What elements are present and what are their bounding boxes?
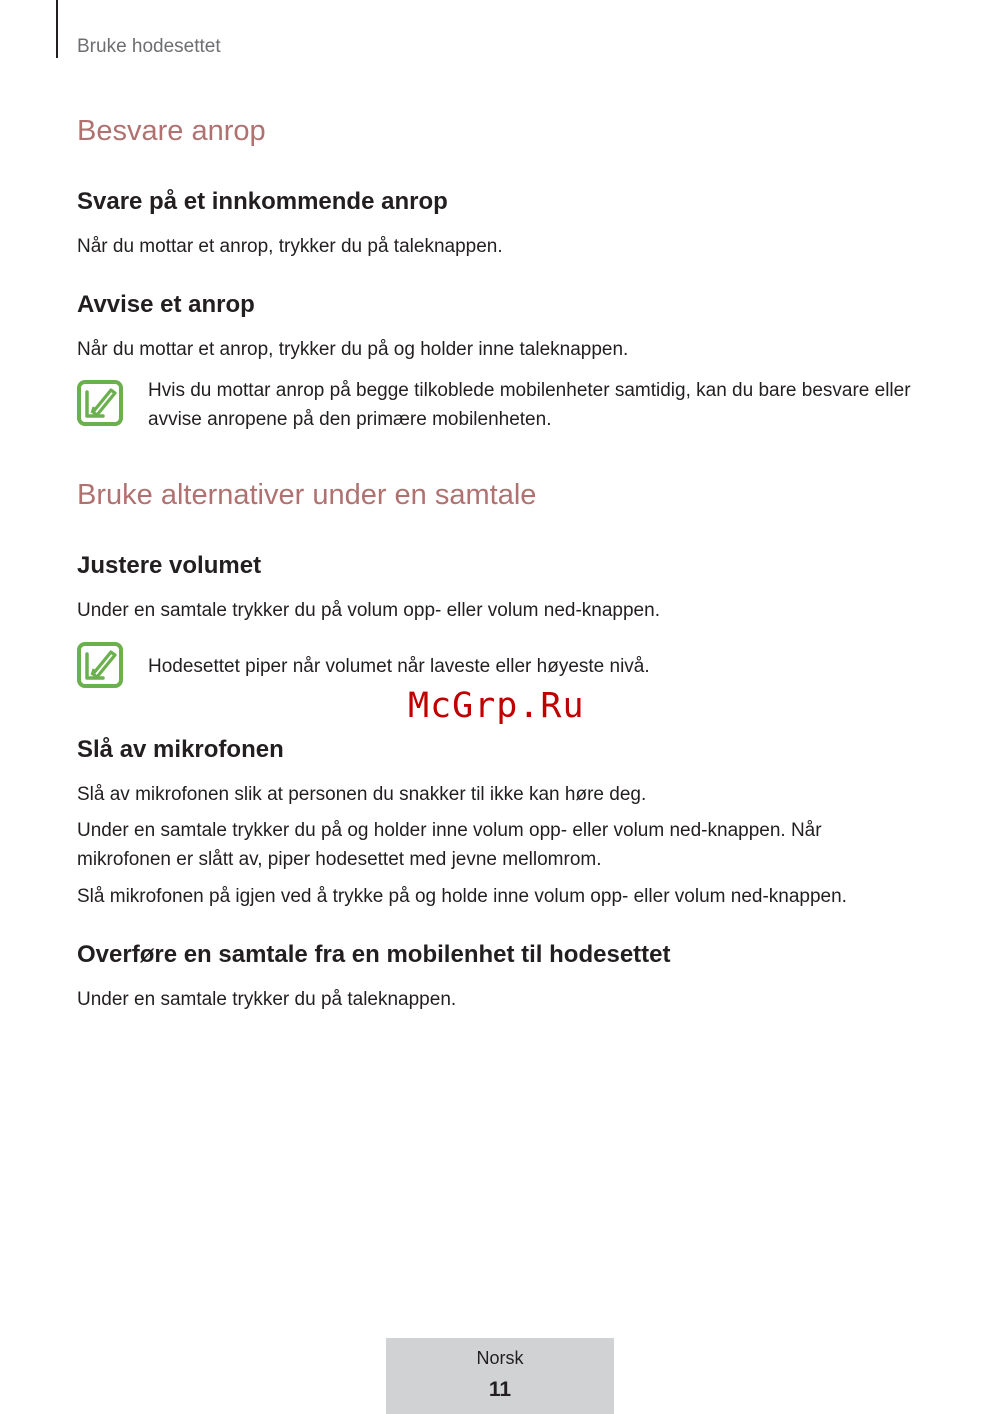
note-pencil-icon (77, 380, 123, 426)
section-title-answer-calls: Besvare anrop (77, 115, 266, 147)
watermark: McGrp.Ru (408, 686, 585, 726)
note-text: Hodesettet piper når volumet når laveste eller høyeste nivå. (148, 656, 650, 677)
heading-reject-call: Avvise et anrop (77, 291, 255, 318)
paragraph: Slå av mikrofonen slik at personen du snakker til ikke kan høre deg. (77, 784, 647, 805)
heading-adjust-volume: Justere volumet (77, 552, 262, 579)
header-rule (56, 0, 58, 58)
paragraph: Under en samtale trykker du på volum opp- eller volum ned-knappen. (77, 600, 660, 621)
footer-language: Norsk (476, 1348, 524, 1368)
paragraph: Når du mottar et anrop, trykker du på taleknappen. (77, 236, 503, 257)
paragraph: Når du mottar et anrop, trykker du på og holder inne taleknappen. (77, 339, 629, 360)
heading-mute-mic: Slå av mikrofonen (77, 736, 284, 763)
running-header: Bruke hodesettet (77, 36, 221, 57)
paragraph: Slå mikrofonen på igjen ved å trykke på og holde inne volum opp- eller volum ned-knappen. (77, 886, 847, 907)
paragraph: Under en samtale trykker du på og holder inne volum opp- eller volum ned-knappen. Når mikrofonen er slått av, piper hodesettet med jevne mellomrom. (77, 820, 822, 870)
page-footer (386, 1338, 614, 1414)
page-number: 11 (488, 1378, 512, 1401)
paragraph: Under en samtale trykker du på taleknappen. (77, 989, 457, 1010)
section-title-call-options: Bruke alternativer under en samtale (77, 479, 537, 511)
note-text: Hvis du mottar anrop på begge tilkoblede mobilenheter samtidig, kan du bare besvare eller avvise anropene på den primære mobilenheten. (148, 380, 911, 430)
heading-answer-incoming: Svare på et innkommende anrop (77, 188, 448, 215)
heading-transfer-call: Overføre en samtale fra en mobilenhet til hodesettet (77, 941, 671, 968)
note-pencil-icon (77, 642, 123, 688)
